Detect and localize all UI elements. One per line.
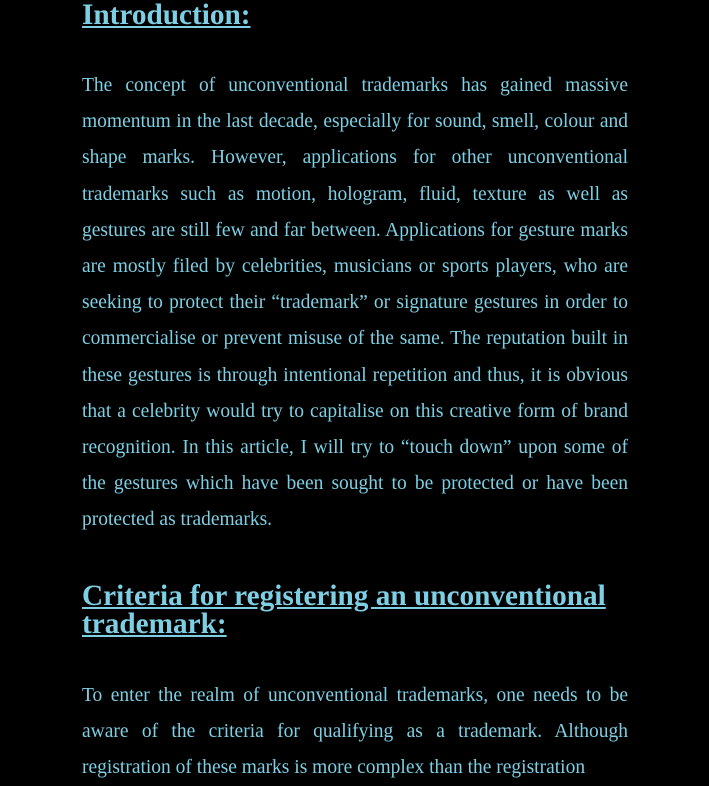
section-heading-introduction: Introduction:: [82, 0, 251, 31]
section-paragraph-introduction: The concept of unconventional trademarks has gained massive momentum in the last decade, especially for sound, smell, colour and shape marks. However, applications for other unconventional trademarks such as motion, hologram, fluid, texture as well as gestures are still few and far between. Applications for gesture marks are mostly filed by celebrities, musicians or sports players, who are seeking to protect their “trademark” or signature gestures in order to commercialise or prevent misuse of the same. The reputation built in these gestures is through intentional repetition and thus, it is obvious that a celebrity would try to capitalise on this creative form of brand recognition. In this article, I will try to “touch down” upon some of the gestures which have been sought to be protected or have been protected as trademarks.: [82, 75, 628, 531]
document-page: [82, 0, 628, 786]
section-paragraph-criteria: To enter the realm of unconventional trademarks, one needs to be aware of the criteria for qualifying as a trademark. Although registration of these marks is more complex than the registration: [82, 684, 628, 779]
section-heading-criteria: Criteria for registering an unconventional trademark:: [82, 579, 606, 640]
